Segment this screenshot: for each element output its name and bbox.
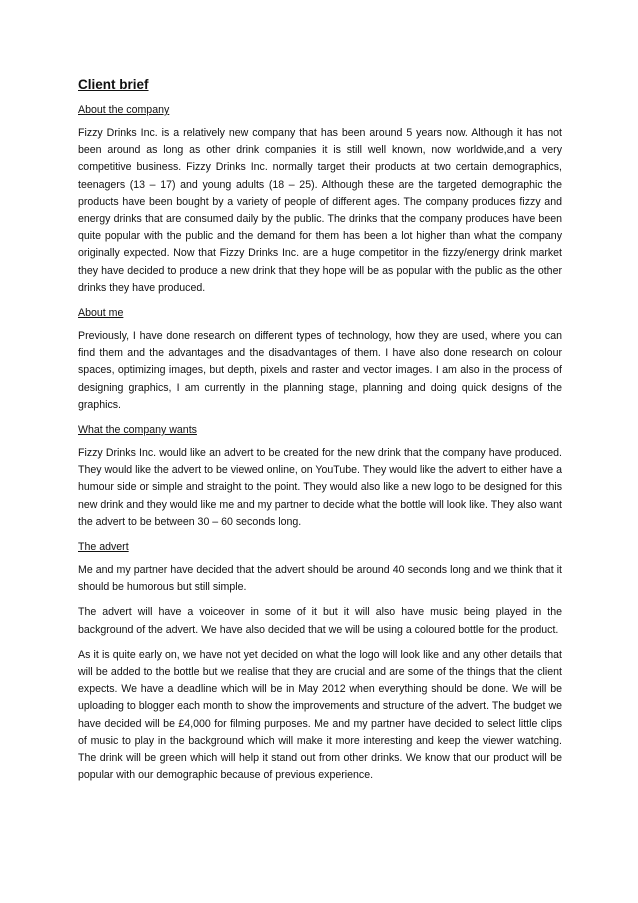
paragraph-about-company: Fizzy Drinks Inc. is a relatively new company that has been around 5 years now. Although it has not been around as long as other drink companies it is still well known, now worldwide,and a very competitive business. Fizzy Drinks Inc. normally target their products at two certain demographics, teenagers (13 – 17) and young adults (18 – 25). Although these are the targeted demographic the products have been bought by a variety of people of different ages. The company produces fizzy and energy drinks that are consumed daily by the public. The drinks that the company produces have been quite popular with the public and the demand for them has been a lot higher than what the company originally expected. Now that Fizzy Drinks Inc. are a huge competitor in the fizzy/energy drink market they have decided to produce a new drink that they hope will be as popular with the public as the other drinks they have produced.	[78, 127, 562, 294]
paragraph-about-me: Previously, I have done research on different types of technology, how they are used, where you can find them and the advantages and the disadvantages of them. I have also done research on colour spaces, optimizing images, but depth, pixels and raster and vector images. I am also in the process of designing graphics, I am currently in the planning stage, planning and doing quick designs of the graphics.	[78, 330, 562, 411]
document-page	[78, 76, 562, 791]
document-title: Client brief	[78, 77, 149, 92]
section-heading-what-company-wants: What the company wants	[78, 424, 197, 437]
paragraph-advert-details: As it is quite early on, we have not yet decided on what the logo will look like and any other details that will be added to the bottle but we realise that they are crucial and are some of the things that the client expects. We have a deadline which will be in May 2012 when everything should be done. We will be uploading to blogger each month to show the improvements and structure of the advert. The budget we have decided will be £4,000 for filming purposes. Me and my partner have decided to select little clips of music to play in the background which will make it more interesting and keep the viewer watching. The drink will be green which will help it stand out from other drinks. We know that our product will be popular with our demographic because of previous experience.	[78, 648, 562, 782]
paragraph-advert-voiceover: The advert will have a voiceover in some of it but it will also have music being played in the background of the advert. We have also decided that we will be using a coloured bottle for the product.	[78, 606, 562, 636]
paragraph-advert-length: Me and my partner have decided that the advert should be around 40 seconds long and we think that it should be humorous but still simple.	[78, 564, 562, 594]
section-heading-the-advert: The advert	[78, 541, 129, 554]
section-heading-about-company: About the company	[78, 104, 170, 116]
paragraph-what-company-wants: Fizzy Drinks Inc. would like an advert to be created for the new drink that the company have produced. They would like the advert to be viewed online, on YouTube. They would like the advert to either have a humour side or simple and straight to the point. They would also like a new logo to be designed for this new drink and they would like me and my partner to decide what the bottle will look like. They also want the advert to be between 30 – 60 seconds long.	[78, 447, 562, 528]
section-heading-about-me: About me	[78, 307, 124, 320]
